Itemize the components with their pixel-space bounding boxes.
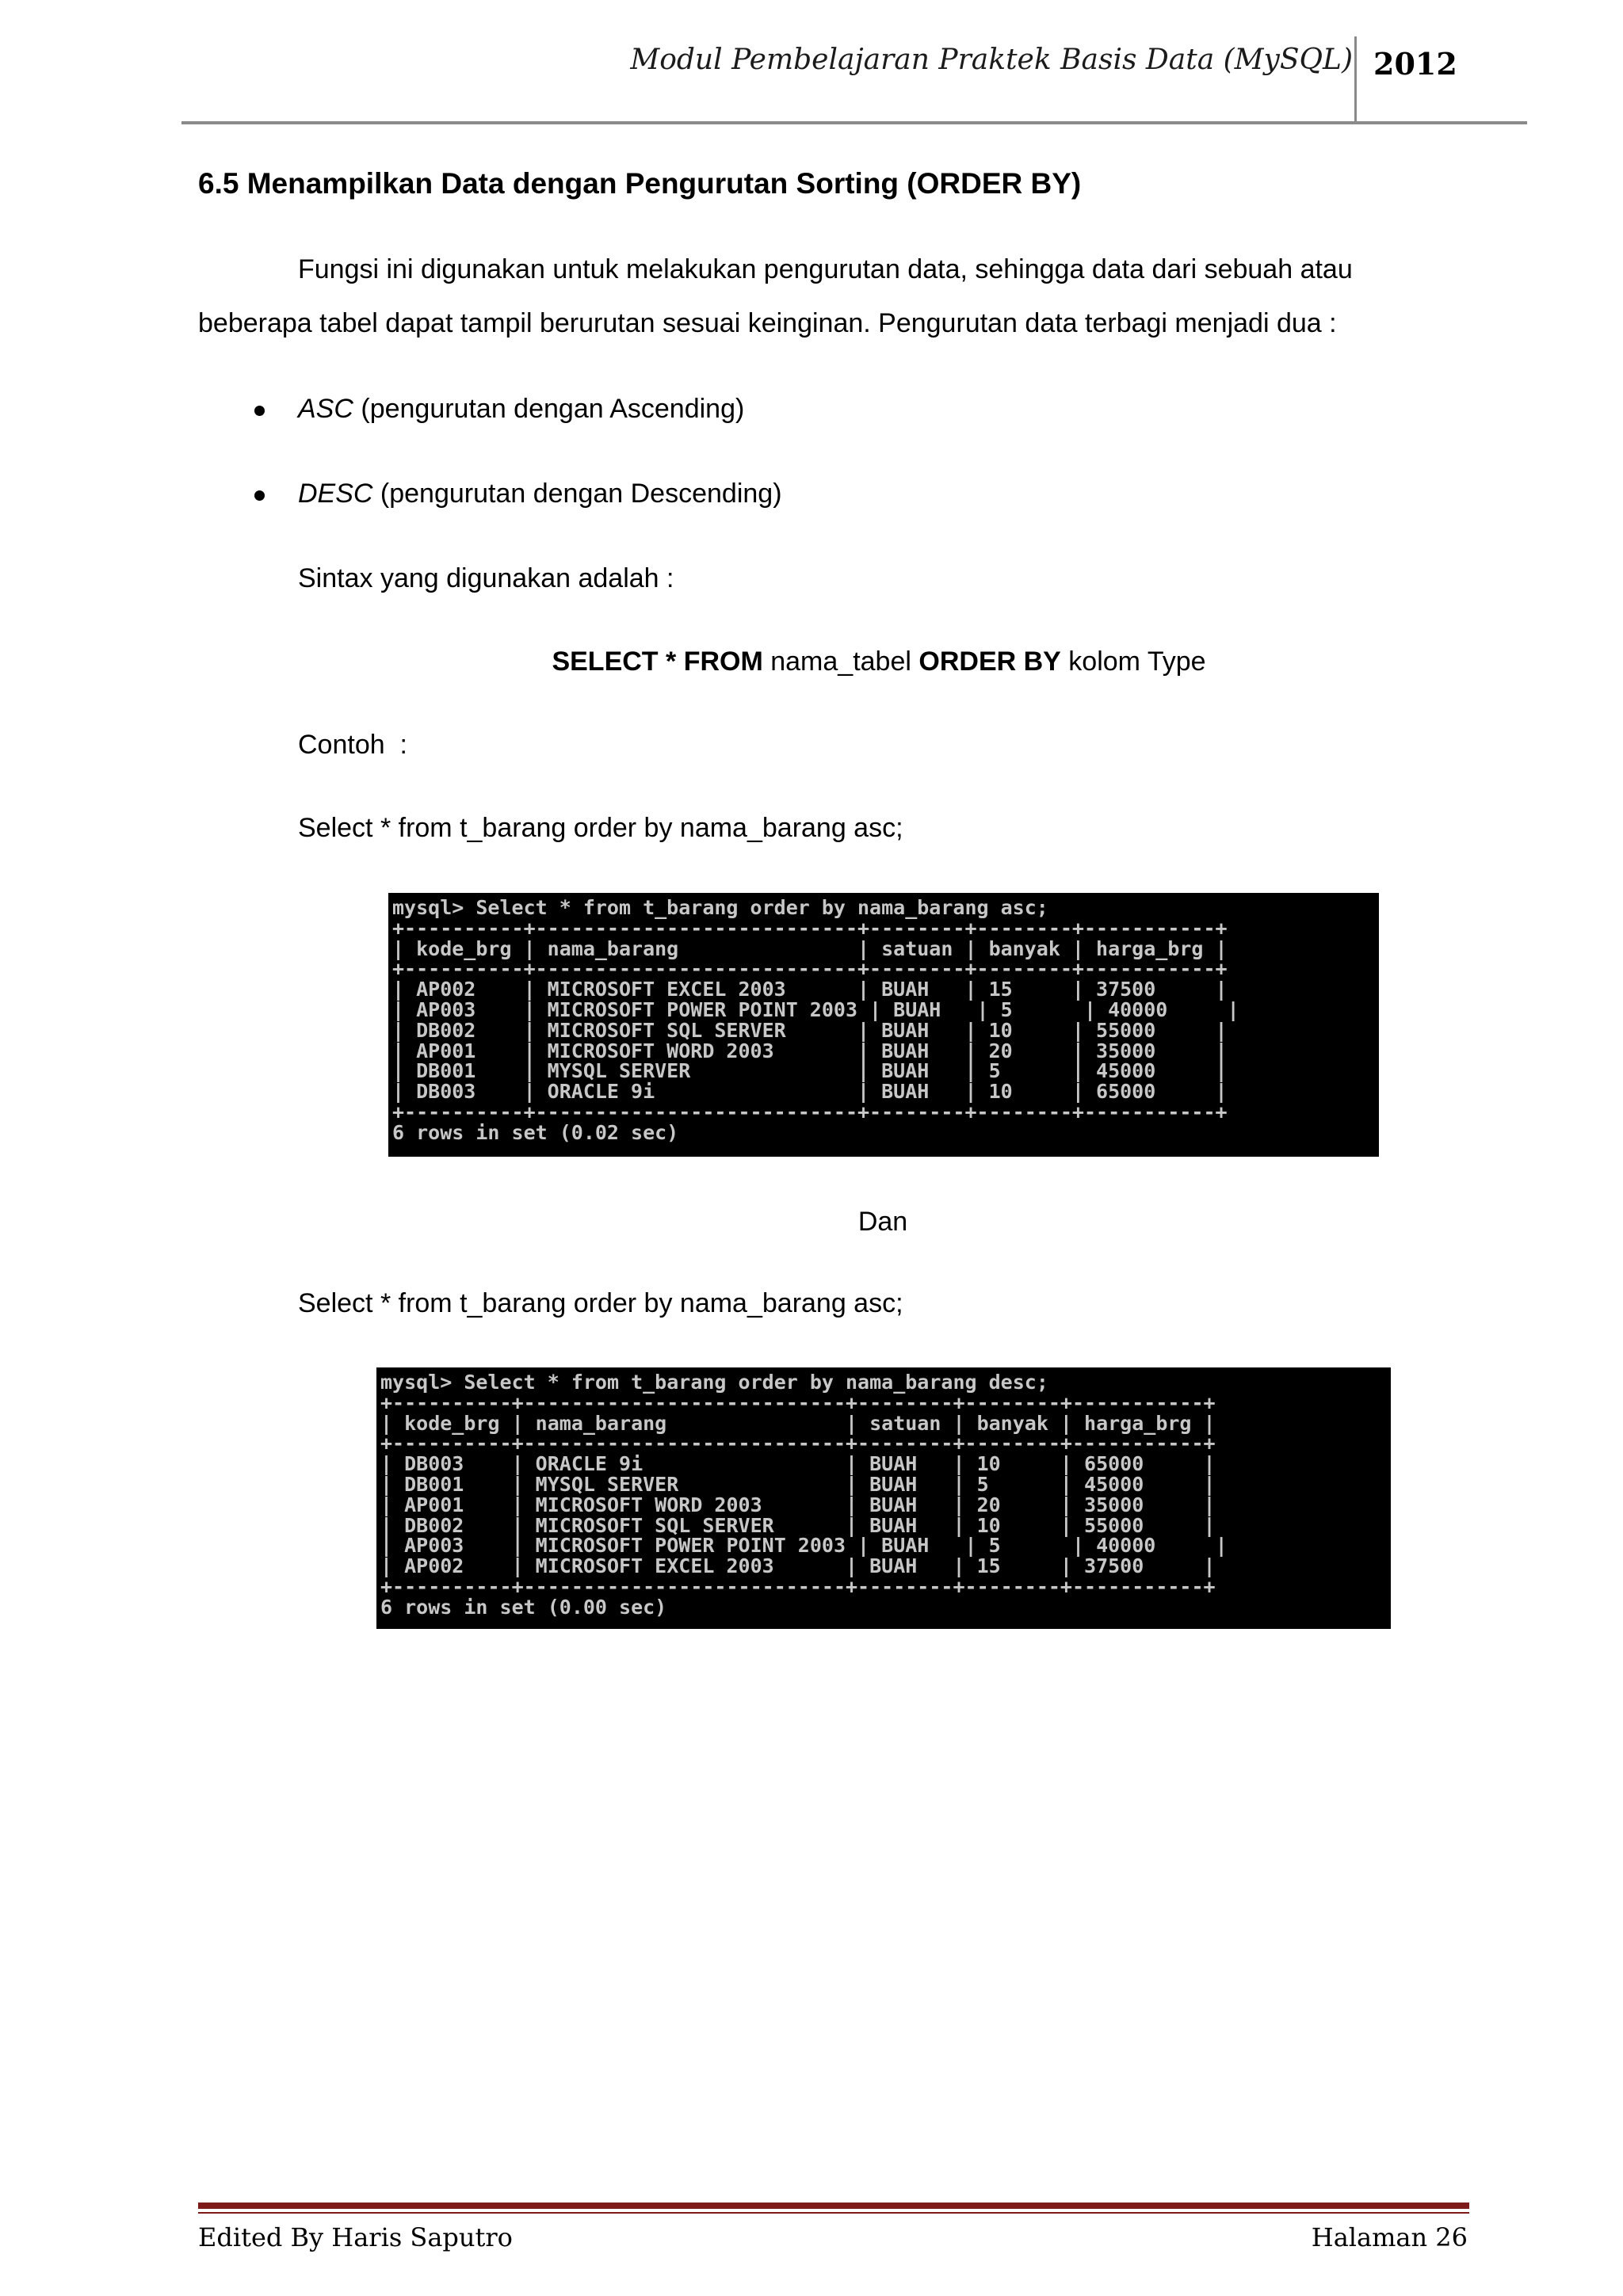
console-line: +----------+---------------------------+--------+--------+-----------+ xyxy=(392,916,1228,940)
syntax-keyword-order: ORDER BY xyxy=(918,646,1061,677)
console-line: | DB002 | MICROSOFT SQL SERVER | BUAH | 10 | 55000 | xyxy=(380,1513,1216,1537)
bullet-desc-order xyxy=(298,478,782,510)
console-line: +----------+---------------------------+--------+--------+-----------+ xyxy=(380,1574,1216,1598)
console-line: +----------+---------------------------+--------+--------+-----------+ xyxy=(380,1432,1216,1455)
console-line: | kode_brg | nama_barang | satuan | banyak | harga_brg | xyxy=(392,936,1228,960)
paragraph-line-1: Fungsi ini digunakan untuk melakukan pengurutan data, sehingga data dari sebuah atau xyxy=(298,254,1353,284)
example-query-1: Select * from t_barang order by nama_barang asc; xyxy=(298,813,903,843)
syntax-table: nama_tabel xyxy=(762,646,919,677)
header-title: Modul Pembelajaran Praktek Basis Data (MySQL) xyxy=(630,44,1353,76)
console-screenshot-asc xyxy=(388,893,1379,1157)
header-year: 2012 xyxy=(1373,46,1457,82)
example-separator: Dan xyxy=(857,1207,908,1237)
console-line: | AP001 | MICROSOFT WORD 2003 | BUAH | 20 | 35000 | xyxy=(380,1493,1216,1516)
console-line: | AP002 | MICROSOFT EXCEL 2003 | BUAH | 15 | 37500 | xyxy=(392,978,1228,1001)
bullet-term: ASC xyxy=(298,394,353,424)
console-line: +----------+---------------------------+--------+--------+-----------+ xyxy=(392,1100,1228,1123)
bullet-desc: (pengurutan dengan Ascending) xyxy=(353,394,745,424)
console-line: | DB001 | MYSQL SERVER | BUAH | 5 | 45000 | xyxy=(392,1059,1228,1083)
console-line: | AP003 | MICROSOFT POWER POINT 2003 | BUAH | 5 | 40000 | xyxy=(392,997,1239,1021)
console-line: +----------+---------------------------+--------+--------+-----------+ xyxy=(392,957,1228,981)
bullet-asc xyxy=(298,393,744,425)
bullet-dot-icon xyxy=(254,406,265,416)
syntax-intro: Sintax yang digunakan adalah : xyxy=(298,563,674,593)
console-line: | AP002 | MICROSOFT EXCEL 2003 | BUAH | 15 | 37500 | xyxy=(380,1554,1216,1578)
paragraph-line-2: beberapa tabel dapat tampil berurutan sesuai keinginan. Pengurutan data terbagi menjadi dua : xyxy=(198,308,1337,338)
console-screenshot-desc xyxy=(376,1367,1391,1629)
console-line: 6 rows in set (0.02 sec) xyxy=(392,1120,679,1144)
header-rule xyxy=(181,121,1527,124)
example-query-2: Select * from t_barang order by nama_barang asc; xyxy=(298,1288,903,1318)
footer-author: Edited By Haris Saputro xyxy=(198,2222,513,2252)
console-line: | DB001 | MYSQL SERVER | BUAH | 5 | 45000 | xyxy=(380,1472,1216,1496)
bullet-desc: (pengurutan dengan Descending) xyxy=(372,479,782,509)
console-line: 6 rows in set (0.00 sec) xyxy=(380,1595,667,1619)
example-label: Contoh : xyxy=(298,730,407,760)
section-title: 6.5 Menampilkan Data dengan Pengurutan Sorting (ORDER BY) xyxy=(198,167,1082,200)
console-line: mysql> Select * from t_barang order by nama_barang asc; xyxy=(392,896,1048,919)
console-line: | AP003 | MICROSOFT POWER POINT 2003 | BUAH | 5 | 40000 | xyxy=(380,1534,1228,1558)
syntax-statement xyxy=(0,646,1623,678)
console-line: +----------+---------------------------+--------+--------+-----------+ xyxy=(380,1390,1216,1414)
footer-page-number: Halaman 26 xyxy=(1311,2222,1468,2252)
footer-rule-thin xyxy=(198,2212,1469,2214)
bullet-term: DESC xyxy=(298,479,373,509)
console-output xyxy=(380,1372,1391,1618)
console-line: | AP001 | MICROSOFT WORD 2003 | BUAH | 20 | 35000 | xyxy=(392,1039,1228,1062)
bullet-dot-icon xyxy=(254,490,265,501)
console-line: | kode_brg | nama_barang | satuan | banyak | harga_brg | xyxy=(380,1411,1216,1435)
syntax-rest: kolom Type xyxy=(1060,646,1206,677)
syntax-keyword-select: SELECT * FROM xyxy=(552,646,763,677)
console-line: | DB002 | MICROSOFT SQL SERVER | BUAH | 10 | 55000 | xyxy=(392,1018,1228,1042)
console-output xyxy=(392,898,1379,1143)
header-divider xyxy=(1354,36,1357,122)
console-line: | DB003 | ORACLE 9i | BUAH | 10 | 65000 | xyxy=(392,1080,1228,1104)
console-line: | DB003 | ORACLE 9i | BUAH | 10 | 65000 | xyxy=(380,1452,1216,1476)
console-line: mysql> Select * from t_barang order by nama_barang desc; xyxy=(380,1371,1048,1394)
footer-rule xyxy=(198,2203,1469,2209)
